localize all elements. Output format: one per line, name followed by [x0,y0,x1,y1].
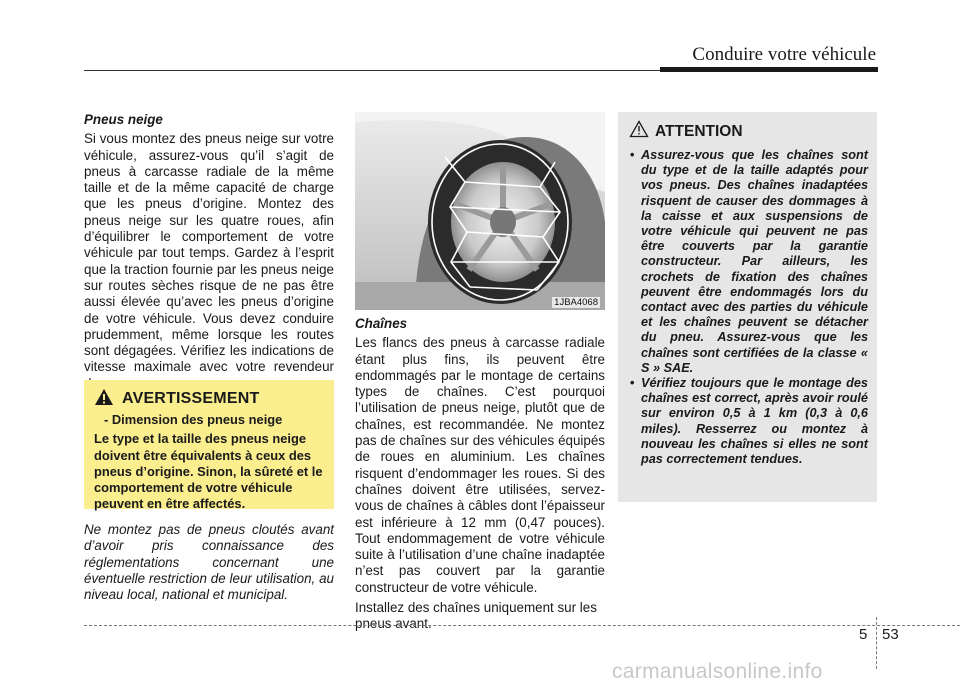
studded-tires-note-block [84,522,334,603]
footer-rule [84,625,960,626]
left-column [84,112,334,392]
studded-tires-note: Ne montez pas de pneus cloutés avant d’avoir pris connaissance des réglementations concernant une éventuelle restriction de leur utilisation, au niveau local, national et municipal. [84,522,334,603]
warning-title: AVERTISSEMENT [122,390,260,407]
watermark: carmanualsonline.info [612,660,823,683]
attention-triangle-icon [629,120,649,143]
section-heading-snow-tires: Pneus neige [84,112,163,127]
snow-tires-paragraph: Si vous montez des pneus neige sur votre véhicule, assurez-vous qu’il s’agit de pneus à carcasse radiale de la même taille et de la même capacité de charge que les pneus d’origine. Montez des pneus neige sur les quatre roues, afin d’équilibrer le comportement de votre véhicule par tout temps. Gardez à l’esprit que la traction fournie par les pneus neige sur routes sèches risque de ne pas être aussi élevée qu’avec les pneus d’origine de votre véhicule. Vous devez conduire prudemment, même lorsque les routes sont dégagées. Vérifiez les indications de vitesse maximale avec votre revendeur [84,131,334,375]
warning-triangle-icon [94,388,114,410]
attention-title: ATTENTION [655,122,743,140]
warning-subtitle: - Dimension des pneus neige [104,412,283,428]
attention-item [627,148,868,376]
attention-item-text: Vérifiez toujours que le montage des chaînes est correct, après avoir roulé sur environ 0,5 à 1 km (0,3 à 0,6 miles). Resserrez ou montez à nouveau les chaînes si elles ne sont pas correctement tendues. [641,376,868,467]
header-rule-accent [660,67,878,72]
page-number-divider [876,617,877,669]
middle-column [355,316,605,633]
page-header-title: Conduire votre véhicule [692,44,876,65]
section-heading-chains: Chaînes [355,316,408,331]
warning-box [84,380,334,512]
warning-body: Le type et la taille des pneus neige doivent être équivalents à ceux des pneus d’origine. Sinon, la sûreté et le comportement de votre véhicule peuvent en être affectés. [94,431,323,512]
attention-list [627,148,868,467]
snow-chain-photo [355,112,605,310]
bullet: • [630,376,635,391]
bullet: • [630,148,635,162]
tire-with-snow-chain-illustration [355,112,605,310]
attention-box [618,112,877,502]
attention-item-text: Assurez-vous que les chaînes sont du type et de la taille adaptés pour vos pneus. Des chaînes inadaptées risquent de causer des dommages à la caisse et aux suspensions de votre véhicule qui peuvent ne pas être couverts par la garantie constructeur. Par ailleurs, les crochets de fixation des chaînes peuvent être endommagés lors du contact avec des parties du véhicule et les chaînes peuvent se détacher du pneu. Assurez-vous que les chaînes sont certifiées de la classe « S » SAE. [641,148,868,375]
image-reference-label: 1JBA4068 [554,297,598,308]
header-rule [84,70,664,71]
chains-front-tires-paragraph: Installez des chaînes uniquement sur les pneus avant. [355,600,597,632]
attention-item [627,376,868,467]
page-number: 53 [882,626,899,643]
chapter-number: 5 [859,626,868,643]
chains-paragraph: Les flancs des pneus à carcasse radiale étant plus fins, ils peuvent être endommagés par le montage de certains types de chaînes. C’est pourquoi l’utilisation de pneus neige, plutôt que de chaînes, est recommandée. Ne montez pas de chaînes sur des véhicules équipés de roues en aluminium. Les chaînes risquent d’endommager les roues. Si des chaînes doivent être utilisées, servez-vous de chaînes à câbles dont l’épaisseur est inférieure à 12 mm (0,47 pouces). Tout endommagement de votre véhicule suite à l’utilisation d’une chaîne inadaptée n’est pas couvert par la garantie constructeur de votre véhicule. [355,335,605,595]
